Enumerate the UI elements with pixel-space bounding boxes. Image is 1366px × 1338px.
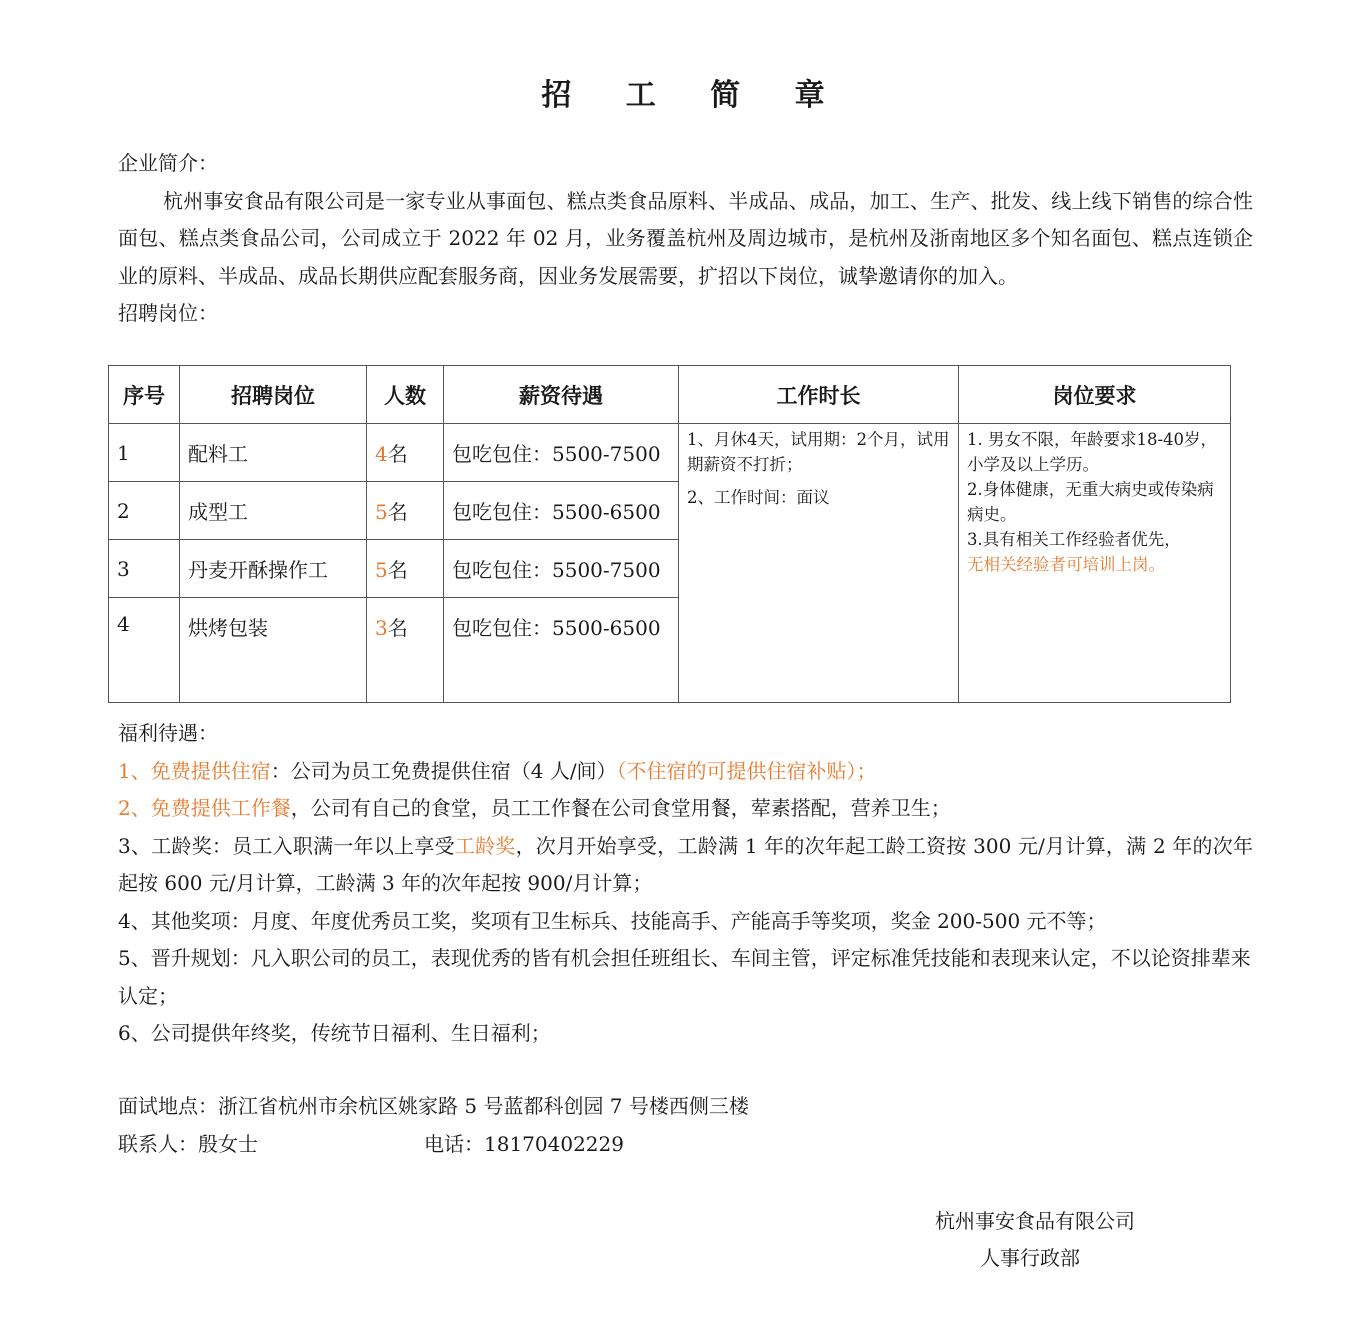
contact-person: 联系人：殷女士 xyxy=(118,1131,258,1156)
intro-label: 企业简介： xyxy=(118,151,218,175)
benefit-item xyxy=(118,753,1253,791)
requirements-cell xyxy=(959,424,1231,703)
benefit-item: 4、其他奖项：月度、年度优秀员工奖，奖项有卫生标兵、技能高手、产能高手等奖项，奖金 200-500 元不等； xyxy=(118,908,1107,933)
header-count: 人数 xyxy=(367,366,444,424)
benefit-item: 6、公司提供年终奖，传统节日福利、生日福利； xyxy=(118,1021,551,1045)
work-hours-line: 2、工作时间：面议 xyxy=(687,488,830,507)
header-no: 序号 xyxy=(109,366,180,424)
count-number: 3 xyxy=(375,616,388,640)
contact-line xyxy=(118,1126,1253,1164)
row-salary: 包吃包住：5500-6500 xyxy=(444,598,679,703)
benefit-text: ，公司有自己的食堂，员工工作餐在公司食堂用餐，荤素搭配，营养卫生； xyxy=(290,796,951,820)
row-salary: 包吃包住：5500-7500 xyxy=(444,540,679,598)
benefit-item: 5、晋升规划：凡入职公司的员工，表现优秀的皆有机会担任班组长、车间主管，评定标准凭技能和表现来认定，不以论资排辈来认定； xyxy=(118,946,1251,1008)
row-count xyxy=(367,540,444,598)
contact-section xyxy=(118,1088,1253,1163)
row-no: 4 xyxy=(109,598,180,703)
requirement-line: 1. 男女不限，年龄要求18-40岁，小学及以上学历。 xyxy=(967,430,1218,474)
count-number: 5 xyxy=(375,500,388,524)
row-job: 丹麦开酥操作工 xyxy=(180,540,367,598)
row-job: 成型工 xyxy=(180,482,367,540)
table-header-row xyxy=(109,366,1231,424)
row-count xyxy=(367,424,444,482)
benefits-label: 福利待遇： xyxy=(118,721,218,745)
count-unit: 名 xyxy=(387,616,408,640)
contact-phone: 电话：18170402229 xyxy=(424,1131,624,1156)
intro-text: 杭州事安食品有限公司是一家专业从事面包、糕点类食品原料、半成品、成品，加工、生产、批发、线上线下销售的综合性面包、糕点类食品公司，公司成立于 2022 年 02 月，业务覆盖杭州及周边城市，是杭州及浙南地区多个知名面包、糕点连锁企业的原料、半成品、成品长期供应配套服务商，因业务发展需要，扩招以下岗位，诚挚邀请你的加入。 xyxy=(118,188,1253,288)
benefit-text: ，次月开始享受，工龄满 1 年的次年起工龄工资按 300 元/月计算，满 2 年的次年起按 600 元/月计算，工龄满 3 年的次年起按 900/月计算； xyxy=(118,833,1253,895)
header-hours: 工作时长 xyxy=(679,366,959,424)
row-salary: 包吃包住：5500-7500 xyxy=(444,424,679,482)
requirement-line: 2.身体健康，无重大病史或传染病病史。 xyxy=(967,480,1214,524)
row-salary: 包吃包住：5500-6500 xyxy=(444,482,679,540)
page-title: 招 工 简 章 xyxy=(541,78,847,113)
count-unit: 名 xyxy=(387,558,408,582)
count-unit: 名 xyxy=(387,500,408,524)
row-job: 配料工 xyxy=(180,424,367,482)
benefit-item xyxy=(118,828,1253,903)
count-unit: 名 xyxy=(387,442,408,466)
benefit-text: ：公司为员工免费提供住宿（4 人/间） xyxy=(270,758,617,783)
work-hours-line: 1、月休4天，试用期：2个月，试用期薪资不打折； xyxy=(687,430,950,474)
header-job: 招聘岗位 xyxy=(180,366,367,424)
header-requirements: 岗位要求 xyxy=(959,366,1231,424)
row-no: 1 xyxy=(109,424,180,482)
benefit-note: （不住宿的可提供住宿补贴）； xyxy=(616,758,877,783)
positions-label: 招聘岗位： xyxy=(118,301,218,325)
benefit-item xyxy=(118,790,1253,828)
table-row xyxy=(109,424,1231,482)
row-count xyxy=(367,482,444,540)
positions-table xyxy=(108,365,1231,703)
work-hours-cell xyxy=(679,424,959,703)
row-no: 2 xyxy=(109,482,180,540)
benefit-title: 1、免费提供住宿 xyxy=(118,758,271,783)
signature-dept: 人事行政部 xyxy=(980,1246,1080,1270)
row-job: 烘烤包装 xyxy=(180,598,367,703)
row-no: 3 xyxy=(109,540,180,598)
intro-section xyxy=(118,145,1253,333)
benefits-section xyxy=(118,715,1253,1053)
row-count xyxy=(367,598,444,703)
benefit-highlight: 工龄奖 xyxy=(454,833,516,858)
count-number: 5 xyxy=(375,558,388,582)
benefit-text: 3、工龄奖：员工入职满一年以上享受 xyxy=(118,833,455,858)
requirement-line: 3.具有相关工作经验者优先， xyxy=(967,530,1181,549)
requirement-highlight: 无相关经验者可培训上岗。 xyxy=(967,555,1165,574)
signature-company: 杭州事安食品有限公司 xyxy=(935,1209,1135,1233)
interview-address: 面试地点：浙江省杭州市余杭区姚家路 5 号蓝都科创园 7 号楼西侧三楼 xyxy=(118,1094,749,1118)
benefit-title: 2、免费提供工作餐 xyxy=(118,796,291,820)
header-salary: 薪资待遇 xyxy=(444,366,679,424)
count-number: 4 xyxy=(375,442,388,466)
